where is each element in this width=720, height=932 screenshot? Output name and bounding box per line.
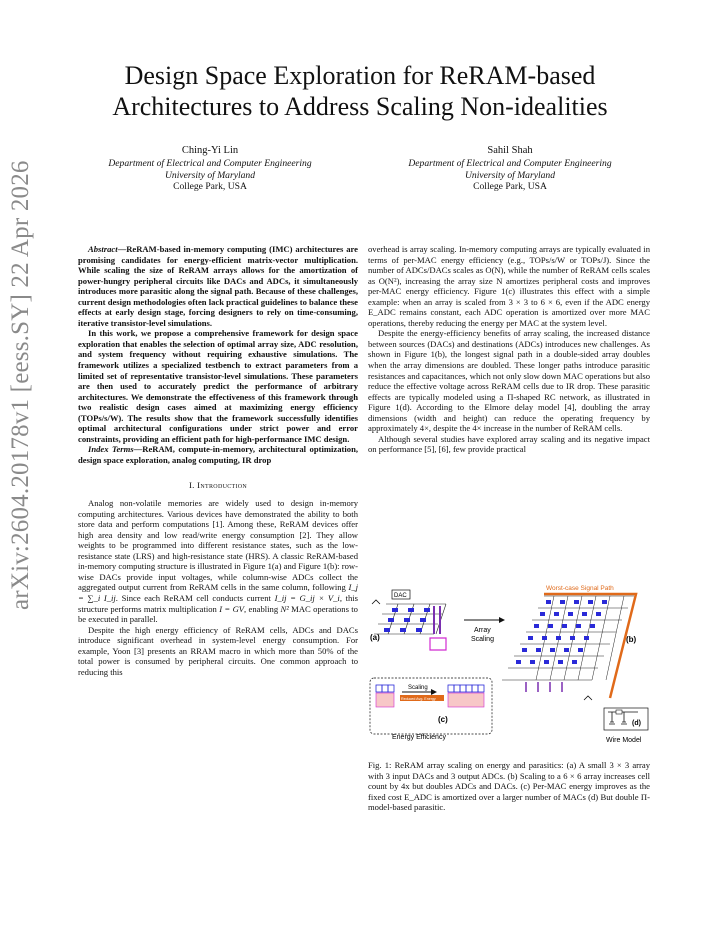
dac-label: DAC xyxy=(394,593,407,599)
energy-panel xyxy=(370,678,492,741)
small-cells xyxy=(384,608,430,632)
abstract xyxy=(78,244,358,465)
wire-model-label: Wire Model xyxy=(606,737,642,744)
abstract-paragraph-2: In this work, we propose a comprehensive framework for design space exploration that enables the selection of optimal array size, ADC resolution, and system frequency without requiring exhaustive simulations. The framework utilizes a specialized testbench to extract parameters from a limited set of representative transistor-level simulations. These parameters are then used to accurately predict the performance of arbitrary architectures. We demonstrate the effectiveness of this framework through two realistic design cases aimed at maximizing energy efficiency (TOPs/s/W). The results show that the framework successfully identifies optimal architectural configurations under strict power and error constraints, providing an efficient path for high-performance IMC design. xyxy=(78,328,358,444)
left-column xyxy=(78,244,358,677)
paper-title xyxy=(60,60,660,122)
wire-model-frame xyxy=(604,708,648,730)
intro-paragraph-5: Although several studies have explored array scaling and its negative impact on performance [5], [6], few provide practical xyxy=(368,433,650,455)
title-line-1: Design Space Exploration for ReRAM-based xyxy=(124,61,596,90)
index-terms-lead: Index Terms xyxy=(88,444,134,455)
author-univ: University of Maryland xyxy=(464,169,556,181)
author-name: Ching-Yi Lin xyxy=(181,145,239,156)
energy-efficiency-label: Energy Efficiency xyxy=(392,734,446,741)
source-symbol-large xyxy=(584,696,592,700)
array-scaling-line1: Array xyxy=(474,627,491,634)
wire-resistor xyxy=(616,710,622,714)
large-adc-energy xyxy=(448,693,484,707)
reduced-energy-label: Reduced Avg. Energy xyxy=(401,697,436,701)
equation: N² xyxy=(280,603,289,614)
equation: I = GV xyxy=(219,603,245,614)
author-1 xyxy=(60,145,360,193)
title-line-2: Architectures to Address Scaling Non-idealities xyxy=(112,92,608,121)
section-heading-introduction: I. Introduction xyxy=(188,480,248,491)
right-column xyxy=(368,244,650,455)
arxiv-watermark: arXiv:2604.20178v1 [eess.SY] 22 Apr 2026 xyxy=(7,160,34,610)
large-grid xyxy=(502,596,634,680)
intro-text: MAC operations to be executed in parallel. xyxy=(78,603,358,625)
wire-model-panel xyxy=(604,708,648,744)
small-array xyxy=(370,590,446,650)
abstract-paragraph-1 xyxy=(78,244,358,328)
intro-paragraph-2: Despite the high energy efficiency of ReRAM cells, ADCs and DACs introduce significant overhead in system-level energy consumption. For example, Yoon [3] presents an RRAM macro in which more than 50% of the total power is consumed by peripheral circuits. One common approach to reducing this xyxy=(78,624,358,677)
equation: I_ij = G_ij × V_i xyxy=(274,592,340,603)
small-bar xyxy=(376,685,394,692)
label-c: (c) xyxy=(438,715,448,724)
figure-1-diagram xyxy=(368,582,652,754)
abstract-lead: Abstract xyxy=(88,244,118,254)
small-adc-energy xyxy=(376,693,394,707)
adc-box xyxy=(430,638,446,650)
intro-paragraph-3: overhead is array scaling. In-memory computing arrays are typically evaluated in terms of per-MAC energy efficiency (e.g., TOPs/s/W or TOPs/J). Since the number of ADCs/DACs scales as O(N), while the number of ReRAM cells scales as O(N²), increasing the array size N amortizes peripheral costs and improves per-MAC energy efficiency. Figure 1(c) illustrates this effect with a simple example: when an array is scaled from 3 × 3 to 6 × 6, even if the ADC energy E_ADC remains constant, each ADC operation is amortized over more MAC operations, thereby reducing the energy per MAC at the system level. xyxy=(368,244,650,328)
author-dept: Department of Electrical and Computer Engineering xyxy=(108,157,312,169)
index-terms-text: —ReRAM, compute-in-memory, architectural optimization, design space exploration, analog computing, IR drop xyxy=(78,444,358,465)
intro-text: , enabling xyxy=(244,603,281,614)
author-city: College Park, USA xyxy=(473,181,547,193)
scaling-arrow xyxy=(464,620,504,643)
author-dept: Department of Electrical and Computer Engineering xyxy=(408,157,612,169)
figure-1 xyxy=(368,582,652,754)
author-name: Sahil Shah xyxy=(487,145,533,156)
equation: I_j = ∑_i I_ij xyxy=(78,582,358,603)
worst-case-path xyxy=(544,594,636,698)
intro-paragraph-1 xyxy=(78,498,358,625)
scaling-label: Scaling xyxy=(408,685,428,691)
index-terms xyxy=(78,444,358,465)
intro-text: , this structure performs matrix multiplication xyxy=(78,592,359,614)
intro-paragraph-4: Despite the energy-efficiency benefits of array scaling, the increased distance between sources (DACs) and destinations (ADCs) introduces new challenges. As shown in Figure 1(b), the longest signal path in a double-sided array doubles when the array dimensions are doubled. These longer paths introduce parasitic resistances and capacitances, which not only slow down MAC operations but also reduce the effective voltage across ReRAM cells due to IR drop. These parasitic effects are typically modeled using a Π-shaped RC network, as illustrated in Figure 1(d). According to the Elmore delay model [4], doubling the array dimensions (width and height) can reduce the operating frequency by approximately 4×, despite the 4× increase in the number of ReRAM cells. xyxy=(368,328,650,434)
signal-path-small xyxy=(434,606,440,634)
label-a: (a) xyxy=(370,633,380,642)
intro-text: Analog non-volatile memories are widely used to design in-memory computing architectures. Various devices have demonstrated the ability to both store data and perform computations [1]. Among these, ReRAM devices offer high area density and low read/write energy consumption [2]. They allow weights to be programmed into different resistance states, such as the low-resistance state (LRS) and high-resistance state (HRS). A classic ReRAM-based in-memory computing structure is illustrated in Figure 1(a) and Figure 1(b): row-wise DACs provide input voltages, while column-wise ADCs collect the aggregated output current from ReRAM cells in the same column, following xyxy=(78,498,358,593)
author-city: College Park, USA xyxy=(173,181,247,193)
large-bar xyxy=(448,685,484,692)
large-array xyxy=(502,585,637,700)
label-d: (d) xyxy=(632,720,641,727)
source-symbol xyxy=(372,600,380,604)
author-univ: University of Maryland xyxy=(164,169,256,181)
adc-columns xyxy=(526,682,562,692)
array-scaling-line2: Scaling xyxy=(471,636,494,643)
worst-case-label: Worst-case Signal Path xyxy=(546,585,614,592)
intro-text: . Since each ReRAM cell conducts current xyxy=(115,592,275,603)
figure-1-caption: Fig. 1: ReRAM array scaling on energy and parasitics: (a) A small 3 × 3 array with 3 input DACs and 3 output ADCs. (b) Scaling to a 6 × 6 array increases cell count by 4x but doubles ADCs and DACs. (c) Per-MAC energy improves as the fixed cost E_ADC is amortized over a larger number of MACs (d) But double Π-model-based parasitic. xyxy=(368,760,650,813)
label-b: (b) xyxy=(626,635,637,644)
abstract-text-1: —ReRAM-based in-memory computing (IMC) architectures are promising candidates for energy-efficient matrix-vector multiplication. While scaling the size of ReRAM arrays allows for the amortization of power-hungry peripheral circuits like DACs and ADCs, it simultaneously introduces more parasitic along the signal path. Because of these challenges, current design methodologies often lack practical guidelines to balance these effects at early design stage, forcing designers to rely on time-consuming, iterative transistor-level simulations. xyxy=(78,244,358,328)
author-2 xyxy=(360,145,660,193)
